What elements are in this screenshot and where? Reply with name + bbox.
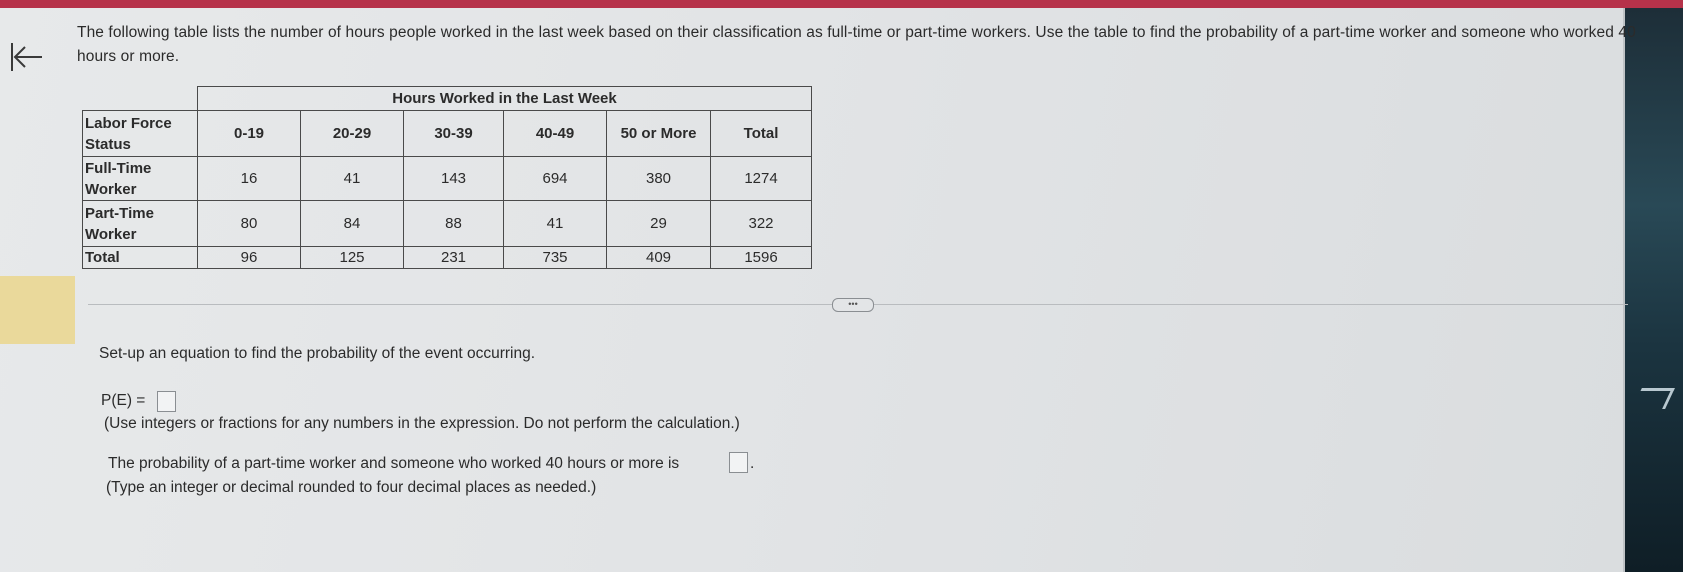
table-cell: 80 — [198, 201, 301, 247]
table-row — [83, 201, 812, 247]
table-cell: 143 — [404, 157, 504, 201]
table-cell: 84 — [301, 201, 404, 247]
row-label — [83, 247, 198, 269]
top-accent-bar — [0, 0, 1683, 8]
table-cell: 380 — [607, 157, 711, 201]
row-label-line1: Part-Time — [85, 204, 154, 222]
side-tab[interactable] — [0, 276, 75, 344]
table-corner-spacer — [83, 87, 198, 111]
table-row — [83, 157, 812, 201]
table-cell: 1274 — [711, 157, 812, 201]
pe-label: P(E) = — [101, 392, 146, 409]
table-cell: 41 — [301, 157, 404, 201]
corner-label-line1: Labor Force — [85, 114, 172, 132]
table-cell: 41 — [504, 201, 607, 247]
corner-label-line2: Status — [85, 135, 131, 153]
table-group-header: Hours Worked in the Last Week — [198, 87, 812, 111]
hours-worked-table — [82, 86, 812, 269]
column-header: 0-19 — [198, 111, 301, 157]
question-text: The following table lists the number of hours people worked in the last week based on their classification as full-time or part-time workers. Use the table to find the probability of a part-time worker and someone who worked 40 hours or more. — [77, 24, 1636, 65]
part-b-period: . — [750, 455, 755, 472]
row-label — [83, 201, 198, 247]
table-cell: 231 — [404, 247, 504, 269]
table-cell: 1596 — [711, 247, 812, 269]
row-label-line2: Worker — [85, 225, 137, 243]
table-cell: 16 — [198, 157, 301, 201]
table-row — [83, 247, 812, 269]
column-header: Total — [711, 111, 812, 157]
part-a-hint: (Use integers or fractions for any numbers in the expression. Do not perform the calculation.) — [104, 415, 740, 432]
column-header: 40-49 — [504, 111, 607, 157]
equation-answer-input[interactable] — [157, 391, 176, 412]
row-label-line1: Total — [85, 249, 120, 266]
column-header: 20-29 — [301, 111, 404, 157]
expand-more-button[interactable]: ••• — [832, 298, 874, 312]
column-header: 50 or More — [607, 111, 711, 157]
table-corner-label — [83, 111, 198, 157]
table-cell: 96 — [198, 247, 301, 269]
part-a-instruction: Set-up an equation to find the probability of the event occurring. — [99, 345, 536, 362]
table-cell: 694 — [504, 157, 607, 201]
table-cell: 322 — [711, 201, 812, 247]
part-b-question: The probability of a part-time worker and someone who worked 40 hours or more is — [108, 455, 680, 472]
row-label-line2: Worker — [85, 180, 137, 198]
back-to-start-arrow-icon[interactable] — [6, 38, 46, 78]
table-cell: 88 — [404, 201, 504, 247]
table-cell: 125 — [301, 247, 404, 269]
background-edge — [1625, 8, 1683, 572]
table-cell: 735 — [504, 247, 607, 269]
reflection-shape — [1632, 388, 1675, 409]
column-header: 30-39 — [404, 111, 504, 157]
row-label — [83, 157, 198, 201]
row-label-line1: Full-Time — [85, 159, 152, 177]
table-cell: 409 — [607, 247, 711, 269]
part-b-hint: (Type an integer or decimal rounded to four decimal places as needed.) — [106, 479, 597, 496]
table-cell: 29 — [607, 201, 711, 247]
probability-answer-input[interactable] — [729, 452, 748, 473]
